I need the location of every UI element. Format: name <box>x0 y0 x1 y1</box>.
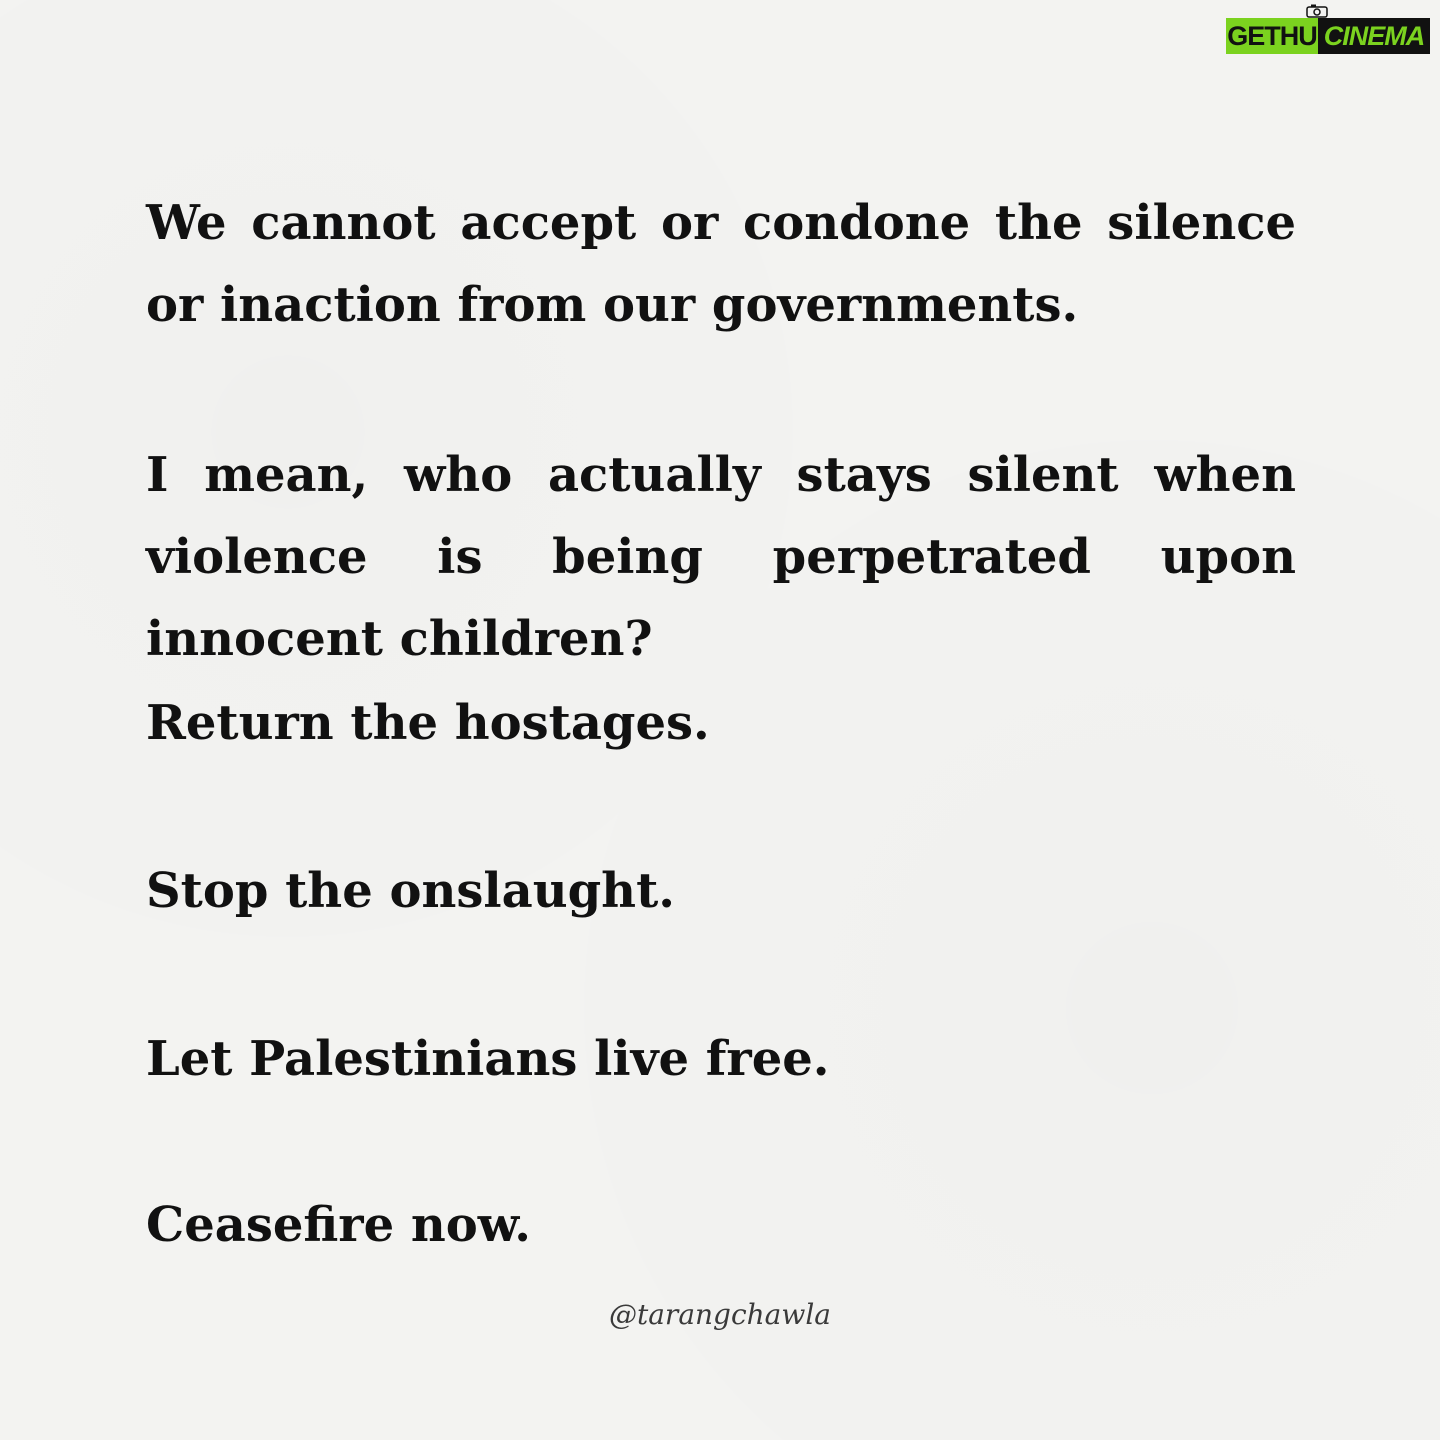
logo-text-right: CINEMA <box>1318 18 1430 54</box>
author-handle: @tarangchawla <box>608 1298 831 1331</box>
paragraph-5: Let Palestinians live free. <box>146 1031 830 1087</box>
logo-text-left: GETHU <box>1226 18 1318 54</box>
paragraph-4: Stop the onslaught. <box>146 863 675 919</box>
paragraph-6: Ceasefire now. <box>146 1197 531 1253</box>
camera-icon <box>1306 4 1328 18</box>
paragraph-2: I mean, who actually stays silent when violence is being perpetrated upon innocent children? <box>146 447 1296 667</box>
paragraph-3: Return the hostages. <box>146 695 710 751</box>
gethu-cinema-logo <box>1226 14 1436 58</box>
paragraph-1: We cannot accept or condone the silence or inaction from our governments. <box>146 195 1296 333</box>
